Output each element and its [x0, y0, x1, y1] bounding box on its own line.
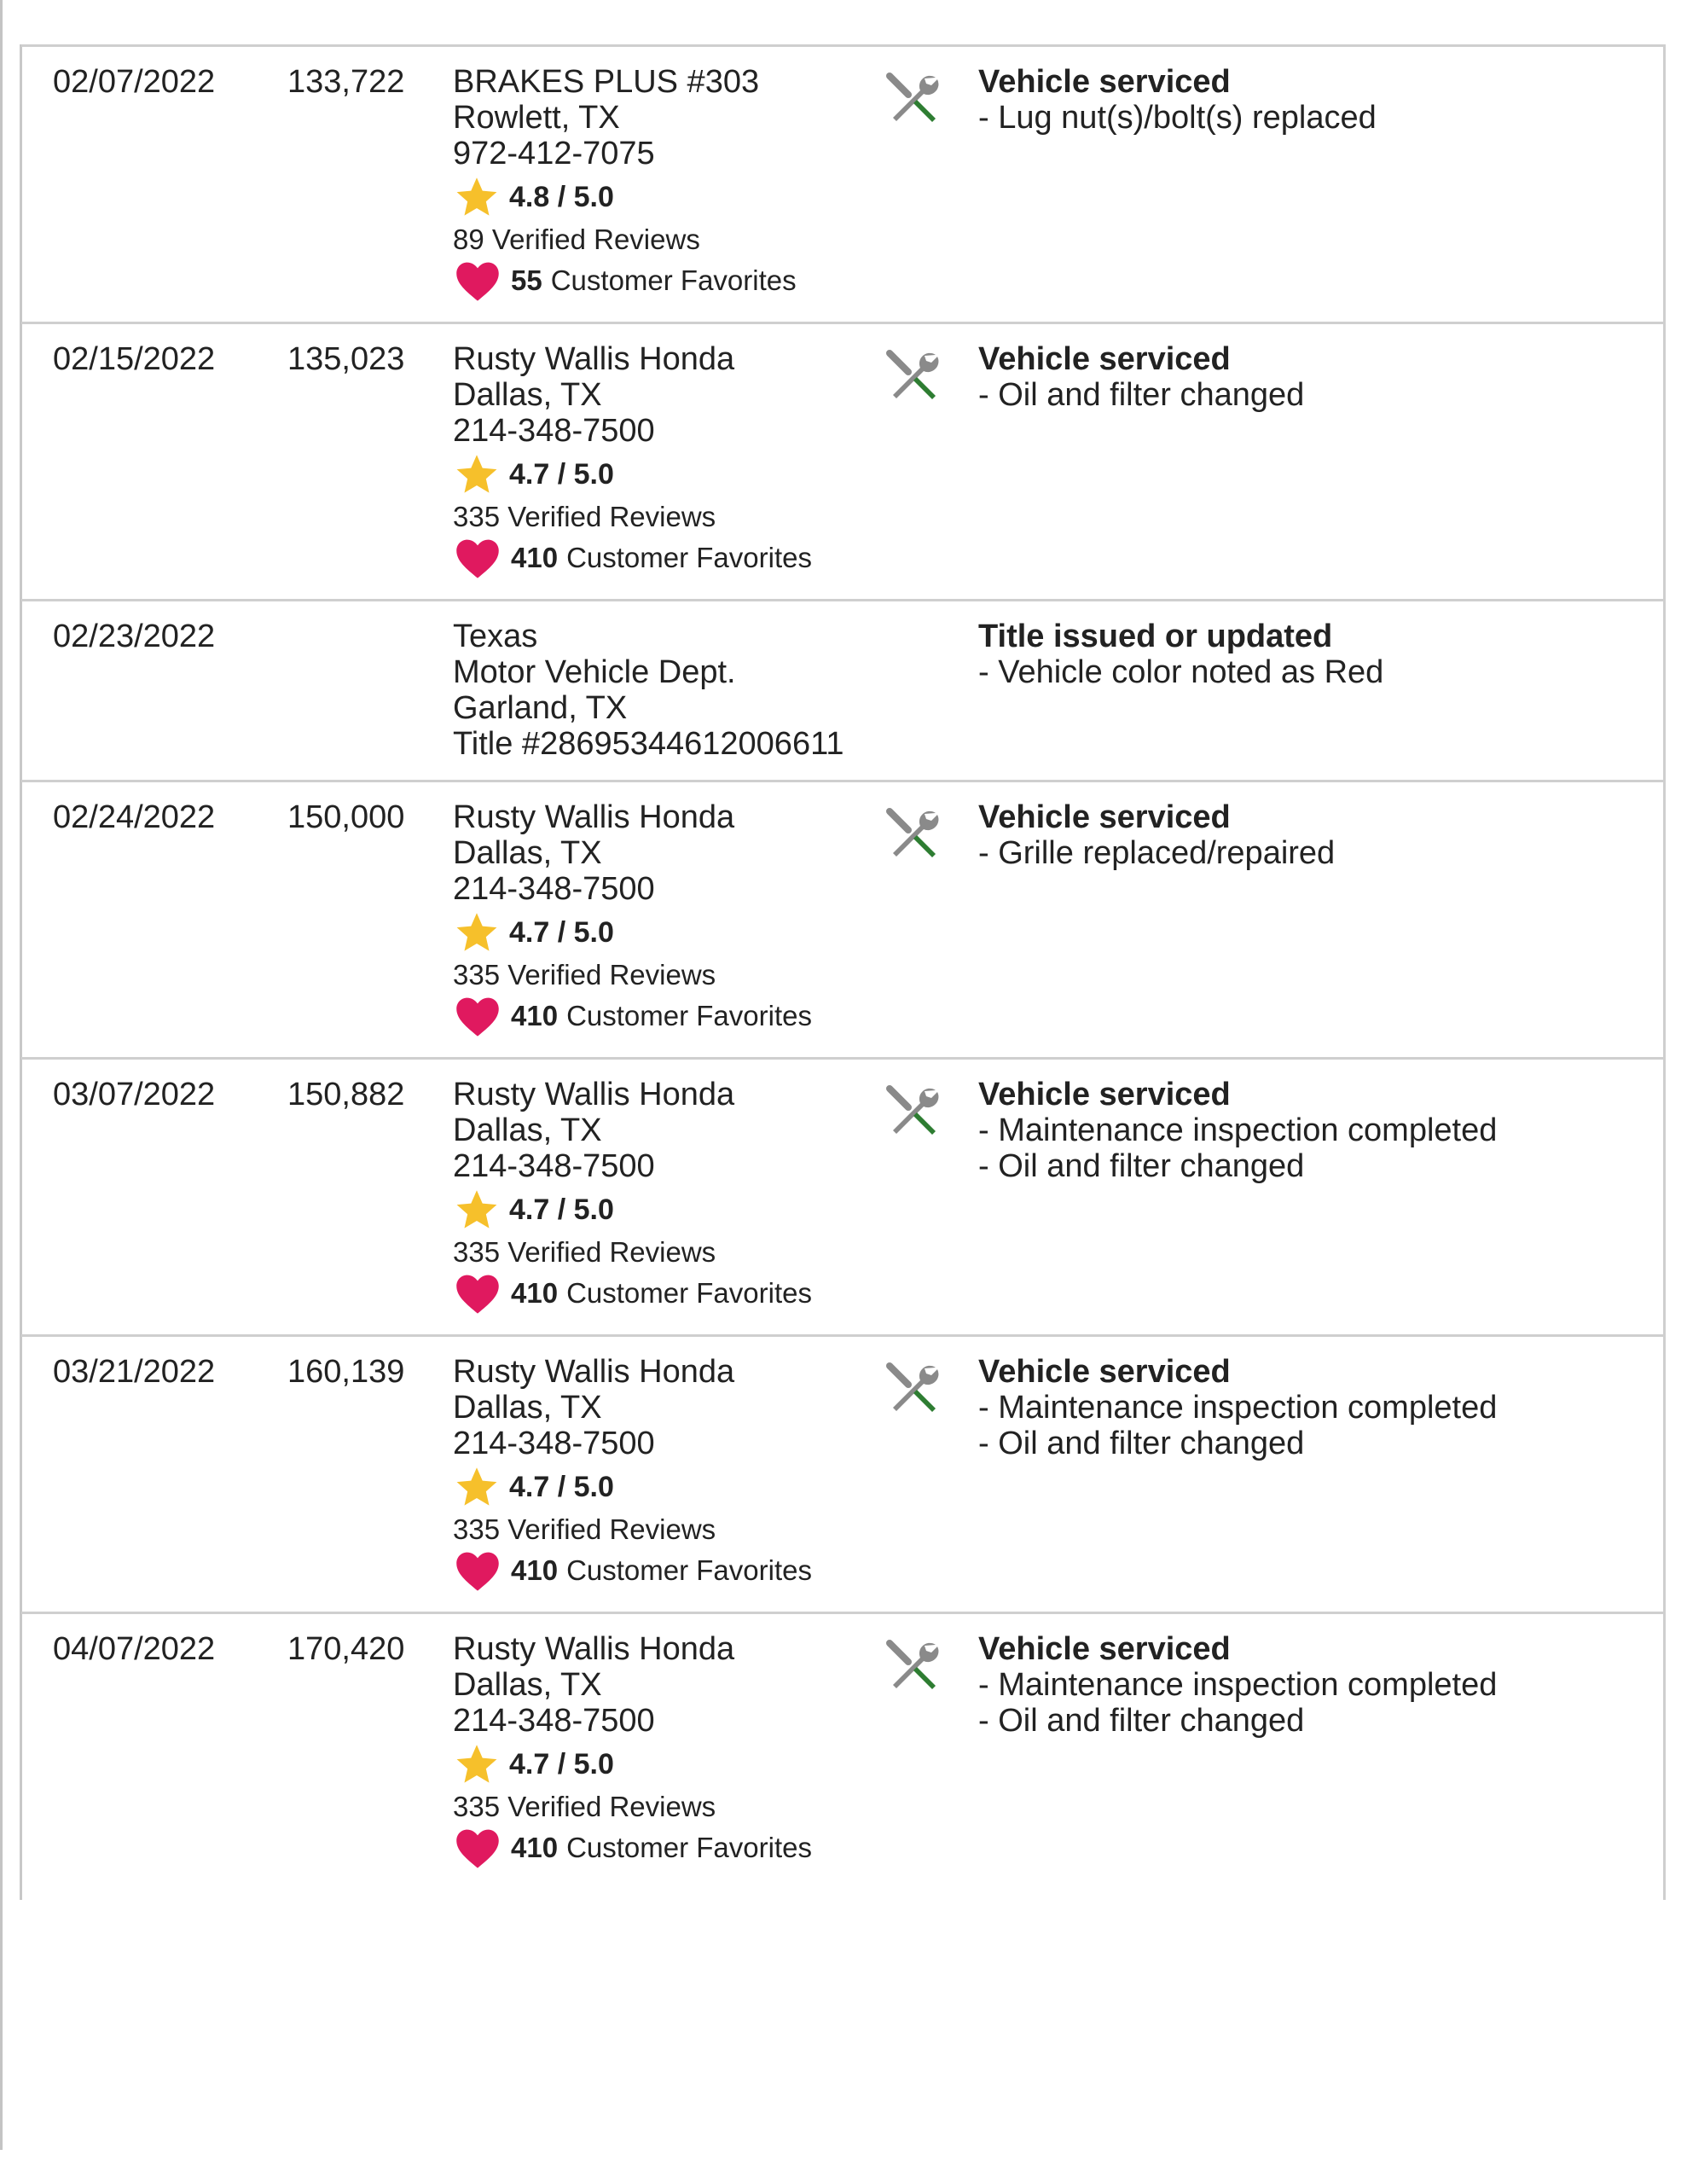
star-icon [455, 175, 499, 219]
source-phone: 214-348-7500 [453, 1426, 655, 1461]
source-phone: 214-348-7500 [453, 413, 655, 449]
detail-item: - Oil and filter changed [978, 1703, 1305, 1739]
detail-title: Title issued or updated [978, 619, 1333, 654]
star-icon [455, 1742, 499, 1786]
record-odometer: 160,139 [287, 1354, 405, 1390]
record-date: 03/21/2022 [53, 1354, 216, 1390]
heart-icon [455, 537, 501, 579]
favorites-label: Customer Favorites [566, 1277, 812, 1309]
star-icon [455, 452, 499, 497]
rating-value: 4.7 / 5.0 [509, 1748, 614, 1780]
verified-reviews-link[interactable]: 335 Verified Reviews [453, 959, 716, 990]
source-rating [453, 452, 812, 497]
service-tools-icon [883, 1359, 942, 1419]
verified-reviews-link[interactable]: 335 Verified Reviews [453, 1791, 716, 1822]
record-odometer: 133,722 [287, 64, 405, 100]
record-details [978, 341, 1644, 413]
verified-reviews-link[interactable]: 335 Verified Reviews [453, 1513, 716, 1545]
source-rating [453, 1742, 812, 1786]
record-details [978, 799, 1644, 871]
record-source [453, 1631, 812, 1870]
history-row [21, 601, 1663, 782]
record-source [453, 1354, 812, 1593]
verified-reviews-link[interactable]: 335 Verified Reviews [453, 501, 716, 532]
history-table [21, 44, 1663, 1891]
detail-item: - Lug nut(s)/bolt(s) replaced [978, 100, 1377, 136]
record-date: 03/07/2022 [53, 1077, 216, 1112]
source-phone: 214-348-7500 [453, 1703, 655, 1739]
record-details [978, 1077, 1644, 1184]
service-tools-icon [883, 346, 942, 406]
source-rating [453, 1188, 812, 1232]
source-location: Dallas, TX [453, 835, 602, 871]
detail-item: - Grille replaced/repaired [978, 835, 1336, 871]
heart-icon [455, 259, 501, 302]
detail-title: Vehicle serviced [978, 1631, 1231, 1667]
history-row [21, 1614, 1663, 1891]
customer-favorites [453, 994, 812, 1038]
star-icon [455, 1188, 499, 1232]
star-icon [455, 1465, 499, 1509]
customer-favorites [453, 1826, 812, 1870]
source-name: BRAKES PLUS #303 [453, 64, 760, 100]
record-details [978, 619, 1644, 690]
source-location: Dallas, TX [453, 1390, 602, 1426]
detail-item: - Maintenance inspection completed [978, 1112, 1498, 1148]
source-phone: 214-348-7500 [453, 871, 655, 907]
customer-favorites [453, 258, 797, 303]
record-date: 02/07/2022 [53, 64, 216, 100]
favorites-count: 410 [511, 542, 559, 573]
source-rating [453, 175, 797, 219]
detail-title: Vehicle serviced [978, 341, 1231, 377]
history-row [21, 1337, 1663, 1614]
table-right-border [1663, 44, 1666, 1900]
source-location: Dallas, TX [453, 1112, 602, 1148]
record-odometer: 170,420 [287, 1631, 405, 1667]
customer-favorites [453, 1271, 812, 1316]
source-phone: 972-412-7075 [453, 136, 655, 171]
record-source [453, 64, 797, 303]
record-date: 04/07/2022 [53, 1631, 216, 1667]
detail-title: Vehicle serviced [978, 64, 1231, 100]
heart-icon [455, 1272, 501, 1315]
favorites-label: Customer Favorites [566, 1554, 812, 1586]
verified-reviews-link[interactable]: 335 Verified Reviews [453, 1236, 716, 1268]
rating-value: 4.7 / 5.0 [509, 1471, 614, 1503]
customer-favorites [453, 1548, 812, 1593]
detail-item: - Oil and filter changed [978, 377, 1305, 413]
service-tools-icon [883, 1636, 942, 1696]
favorites-label: Customer Favorites [566, 542, 812, 573]
source-name: Rusty Wallis Honda [453, 799, 735, 835]
record-source [453, 799, 812, 1038]
record-odometer: 150,000 [287, 799, 405, 835]
rating-value: 4.7 / 5.0 [509, 1194, 614, 1226]
record-date: 02/24/2022 [53, 799, 216, 835]
detail-item: - Oil and filter changed [978, 1148, 1305, 1184]
favorites-label: Customer Favorites [566, 1000, 812, 1031]
record-date: 02/23/2022 [53, 619, 216, 654]
source-phone: 214-348-7500 [453, 1148, 655, 1184]
source-name: Texas [453, 619, 538, 654]
favorites-count: 410 [511, 1277, 559, 1309]
rating-value: 4.7 / 5.0 [509, 458, 614, 491]
record-odometer: 150,882 [287, 1077, 405, 1112]
source-name: Rusty Wallis Honda [453, 1077, 735, 1112]
history-row [21, 47, 1663, 324]
source-location: Rowlett, TX [453, 100, 620, 136]
rating-value: 4.7 / 5.0 [509, 916, 614, 949]
detail-title: Vehicle serviced [978, 1354, 1231, 1390]
detail-item: - Maintenance inspection completed [978, 1390, 1498, 1426]
source-name: Rusty Wallis Honda [453, 341, 735, 377]
title-number: Title #28695344612006611 [453, 726, 844, 762]
source-location: Garland, TX [453, 690, 628, 726]
heart-icon [455, 1549, 501, 1592]
history-row [21, 782, 1663, 1060]
service-tools-icon [883, 1082, 942, 1141]
record-date: 02/15/2022 [53, 341, 216, 377]
source-location: Dallas, TX [453, 377, 602, 413]
record-details [978, 1354, 1644, 1461]
star-icon [455, 910, 499, 955]
favorites-count: 410 [511, 1000, 559, 1031]
heart-icon [455, 1827, 501, 1869]
record-source [453, 341, 812, 580]
page-left-edge [0, 0, 3, 2150]
detail-item: - Oil and filter changed [978, 1426, 1305, 1461]
history-row [21, 1060, 1663, 1337]
heart-icon [455, 995, 501, 1037]
favorites-count: 410 [511, 1832, 559, 1863]
detail-item: - Vehicle color noted as Red [978, 654, 1384, 690]
record-details [978, 64, 1644, 136]
record-source [453, 619, 844, 762]
record-source [453, 1077, 812, 1316]
detail-title: Vehicle serviced [978, 1077, 1231, 1112]
favorites-count: 55 [511, 264, 542, 296]
customer-favorites [453, 536, 812, 580]
history-row [21, 324, 1663, 601]
source-rating [453, 1465, 812, 1509]
favorites-label: Customer Favorites [566, 1832, 812, 1863]
favorites-label: Customer Favorites [550, 264, 797, 296]
source-name: Rusty Wallis Honda [453, 1354, 735, 1390]
service-tools-icon [883, 804, 942, 864]
detail-item: - Maintenance inspection completed [978, 1667, 1498, 1703]
rating-value: 4.8 / 5.0 [509, 181, 614, 213]
source-department: Motor Vehicle Dept. [453, 654, 736, 690]
record-details [978, 1631, 1644, 1739]
record-odometer: 135,023 [287, 341, 405, 377]
service-tools-icon [883, 69, 942, 129]
source-rating [453, 910, 812, 955]
favorites-count: 410 [511, 1554, 559, 1586]
source-name: Rusty Wallis Honda [453, 1631, 735, 1667]
detail-title: Vehicle serviced [978, 799, 1231, 835]
source-location: Dallas, TX [453, 1667, 602, 1703]
verified-reviews-link[interactable]: 89 Verified Reviews [453, 224, 700, 255]
